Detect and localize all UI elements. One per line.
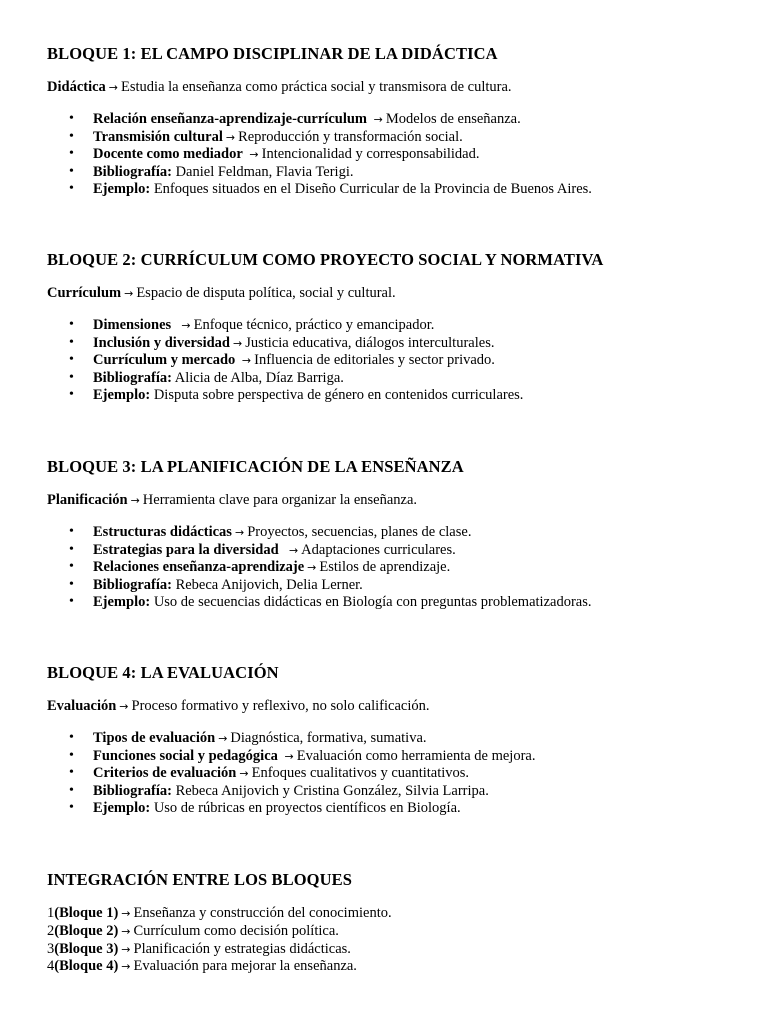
arrow-icon: → [307, 561, 317, 575]
arrow-icon: → [241, 354, 252, 368]
item-text: Enfoques situados en el Diseño Curricular de la Provincia de Buenos Aires. [153, 180, 592, 197]
item-text: Rebeca Anijovich y Cristina González, Silvia Larripa. [175, 783, 489, 800]
row-label: (Bloque 4) [54, 958, 119, 975]
list-item [69, 110, 747, 129]
bullet-icon: • [69, 747, 74, 763]
item-term: Relación enseñanza-aprendizaje-currículum [93, 110, 367, 127]
definition-line [47, 698, 747, 716]
row-number: 3 [47, 940, 55, 957]
arrow-icon: → [108, 81, 119, 94]
item-text: Diagnóstica, formativa, sumativa. [230, 729, 427, 746]
list-item [69, 783, 747, 800]
bullet-list [47, 524, 747, 611]
row-number: 2 [47, 922, 55, 939]
section-bloque-4 [47, 663, 747, 817]
list-item [69, 334, 747, 353]
item-term: Funciones social y pedagógica [93, 747, 278, 764]
arrow-icon: → [239, 767, 249, 781]
list-item [69, 164, 747, 181]
row-label: (Bloque 3) [54, 940, 119, 957]
section-bloque-2 [47, 250, 747, 404]
bullet-icon: • [69, 386, 74, 402]
section-title: BLOQUE 1: EL CAMPO DISCIPLINAR DE LA DIDÁCTICA [47, 44, 498, 63]
integration-row [47, 941, 747, 959]
list-item [69, 180, 747, 198]
item-text: Reproducción y transformación social. [238, 128, 463, 145]
bullet-icon: • [69, 799, 74, 815]
bullet-icon: • [69, 334, 74, 350]
item-term: Bibliografía: [93, 577, 172, 594]
item-text: Uso de rúbricas en proyectos científicos en Biología. [153, 799, 461, 816]
bullet-icon: • [69, 523, 74, 539]
item-term: Bibliografía: [93, 783, 172, 800]
integration-row [47, 905, 747, 923]
item-term: Estrategias para la diversidad [93, 541, 279, 558]
bullet-icon: • [69, 577, 74, 593]
item-text: Uso de secuencias didácticas en Biología con preguntas problematizadoras. [153, 593, 592, 610]
bullet-list [47, 111, 747, 198]
arrow-icon: → [119, 700, 129, 713]
arrow-icon: → [130, 494, 140, 507]
row-label: (Bloque 2) [54, 922, 119, 939]
definition-line [47, 492, 747, 510]
bullet-icon: • [69, 783, 74, 799]
bullet-icon: • [69, 559, 74, 575]
bullet-icon: • [69, 541, 74, 557]
item-text: Modelos de enseñanza. [385, 110, 521, 127]
definition-text: Proceso formativo y reflexivo, no solo calificación. [131, 698, 430, 714]
item-term: Bibliografía: [93, 370, 172, 387]
item-term: Docente como mediador [93, 146, 243, 163]
bullet-icon: • [69, 146, 74, 162]
list-item [69, 799, 747, 817]
section-title: INTEGRACIÓN ENTRE LOS BLOQUES [47, 870, 353, 889]
item-text: Estilos de aprendizaje. [319, 559, 451, 576]
item-term: Relaciones enseñanza-aprendizaje [93, 559, 305, 576]
definition-line [47, 79, 747, 97]
list-item [69, 146, 747, 164]
definition-text: Estudia la enseñanza como práctica social y transmisora de cultura. [121, 79, 512, 95]
row-label: (Bloque 1) [54, 905, 119, 921]
section-title: BLOQUE 2: CURRÍCULUM COMO PROYECTO SOCIAL Y NORMATIVA [47, 250, 604, 269]
item-text: Justicia educativa, diálogos interculturales. [245, 334, 495, 351]
list-item [69, 370, 747, 387]
bullet-icon: • [69, 180, 74, 196]
list-item [69, 765, 747, 783]
section-bloque-1 [47, 44, 747, 198]
item-text: Adaptaciones curriculares. [301, 541, 456, 558]
row-text: Enseñanza y construcción del conocimiento. [133, 905, 392, 921]
arrow-icon: → [218, 731, 228, 745]
list-item [69, 747, 747, 766]
bullet-icon: • [69, 316, 74, 332]
integration-list [47, 905, 747, 976]
item-text: Intencionalidad y corresponsabilidad. [261, 146, 480, 163]
item-term: Dimensiones [93, 316, 172, 333]
section-title: BLOQUE 4: LA EVALUACIÓN [47, 663, 279, 682]
arrow-icon: → [181, 318, 191, 332]
arrow-icon: → [121, 907, 131, 920]
integration-row [47, 923, 747, 941]
definition-line [47, 285, 747, 303]
item-term: Estructuras didácticas [93, 523, 232, 540]
arrow-icon: → [249, 148, 259, 162]
bullet-icon: • [69, 370, 74, 386]
item-text: Enfoque técnico, práctico y emancipador. [193, 316, 435, 333]
item-term: Ejemplo: [93, 593, 151, 610]
list-item [69, 541, 747, 560]
arrow-icon: → [124, 287, 134, 300]
arrow-icon: → [121, 942, 131, 956]
item-term: Transmisión cultural [93, 128, 223, 145]
list-item [69, 559, 747, 577]
item-text: Influencia de editoriales y sector privado. [254, 352, 495, 369]
row-text: Planificación y estrategias didácticas. [133, 940, 351, 957]
arrow-icon: → [288, 543, 299, 557]
section-integracion [47, 870, 747, 976]
list-item [69, 523, 747, 542]
item-term: Tipos de evaluación [93, 729, 216, 746]
item-text: Alicia de Alba, Díaz Barriga. [174, 370, 344, 387]
item-text: Enfoques cualitativos y cuantitativos. [251, 765, 470, 782]
item-term: Ejemplo: [93, 180, 151, 197]
item-text: Daniel Feldman, Flavia Terigi. [175, 164, 354, 181]
list-item [69, 729, 747, 748]
item-term: Ejemplo: [93, 799, 151, 816]
definition-term: Currículum [47, 285, 122, 301]
row-text: Currículum como decisión política. [133, 922, 339, 939]
arrow-icon: → [233, 336, 243, 350]
bullet-icon: • [69, 164, 74, 180]
arrow-icon: → [121, 960, 131, 974]
arrow-icon: → [234, 525, 245, 539]
bullet-list [47, 730, 747, 817]
list-item [69, 316, 747, 335]
section-bloque-3 [47, 457, 747, 611]
bullet-icon: • [69, 352, 74, 368]
item-term: Currículum y mercado [93, 352, 236, 369]
item-term: Criterios de evaluación [93, 765, 237, 782]
section-title: BLOQUE 3: LA PLANIFICACIÓN DE LA ENSEÑANZA [47, 457, 464, 476]
bullet-list [47, 317, 747, 404]
list-item [69, 386, 747, 404]
arrow-icon: → [225, 130, 236, 144]
row-text: Evaluación para mejorar la enseñanza. [133, 958, 357, 975]
list-item [69, 577, 747, 594]
definition-term: Planificación [47, 492, 128, 508]
list-item [69, 352, 747, 370]
arrow-icon: → [373, 112, 383, 126]
bullet-icon: • [69, 110, 74, 126]
list-item [69, 593, 747, 611]
item-text: Proyectos, secuencias, planes de clase. [247, 523, 472, 540]
row-number: 1 [47, 905, 55, 921]
definition-text: Espacio de disputa política, social y cultural. [136, 285, 396, 301]
row-number: 4 [47, 958, 55, 975]
item-text: Rebeca Anijovich, Delia Lerner. [175, 577, 363, 594]
bullet-icon: • [69, 593, 74, 609]
arrow-icon: → [284, 749, 294, 763]
item-text: Disputa sobre perspectiva de género en contenidos curriculares. [153, 386, 524, 403]
definition-text: Herramienta clave para organizar la enseñanza. [142, 492, 418, 508]
item-text: Evaluación como herramienta de mejora. [296, 747, 536, 764]
definition-term: Didáctica [47, 79, 106, 95]
bullet-icon: • [69, 729, 74, 745]
list-item [69, 128, 747, 147]
bullet-icon: • [69, 128, 74, 144]
integration-row [47, 958, 747, 976]
definition-term: Evaluación [47, 698, 117, 714]
arrow-icon: → [121, 924, 131, 938]
bullet-icon: • [69, 765, 74, 781]
item-term: Bibliografía: [93, 164, 172, 181]
item-term: Ejemplo: [93, 386, 151, 403]
item-term: Inclusión y diversidad [93, 334, 230, 351]
